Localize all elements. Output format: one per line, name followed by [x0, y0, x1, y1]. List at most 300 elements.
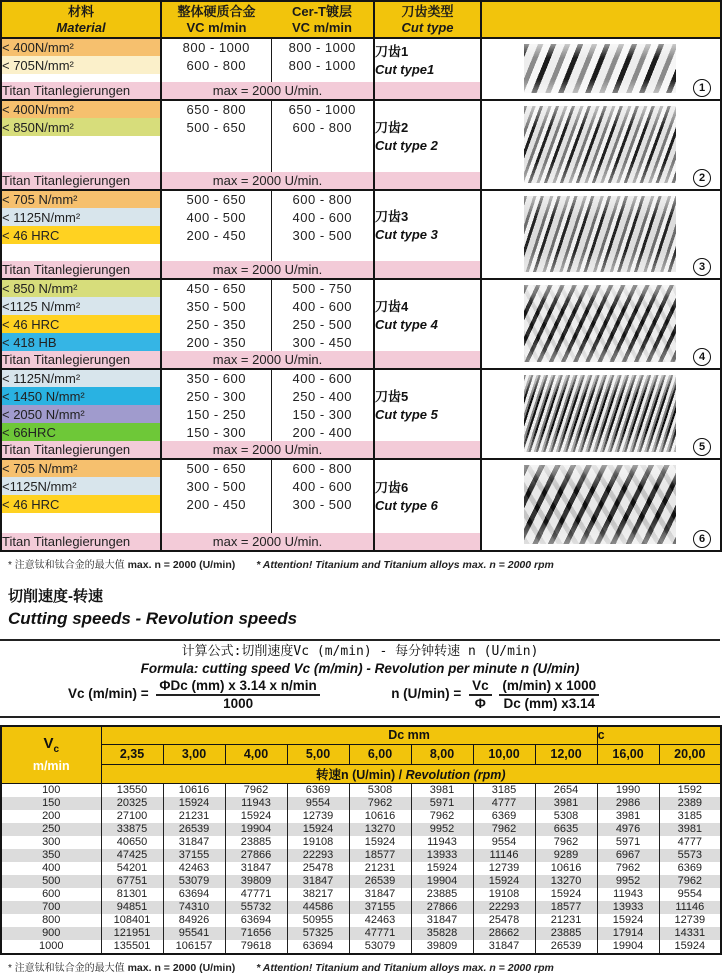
- rpm-value: 108401: [101, 914, 163, 927]
- rpm-value: 12739: [287, 810, 349, 823]
- rpm-value: 95541: [163, 927, 225, 940]
- rpm-value: 11943: [225, 797, 287, 810]
- speed-row: [1, 914, 721, 927]
- rpm-value: 12739: [659, 914, 721, 927]
- section-title-zh: 切削速度-转速: [8, 588, 103, 605]
- cut-type-cell: [374, 459, 481, 533]
- titan-max-rpm: max = 2000 U/min.: [161, 441, 374, 459]
- rpm-value: 47425: [101, 849, 163, 862]
- cut-type-zh: 刀齿4: [375, 298, 409, 314]
- footnote-en: * Attention! Titanium and Titanium alloys max. n = 2000 rpm: [256, 559, 554, 571]
- vc-value: 250: [1, 823, 101, 836]
- rpm-value: 63694: [225, 914, 287, 927]
- cuttype-header-zh: 刀齿类型: [401, 4, 454, 19]
- rpm-value: 17914: [597, 927, 659, 940]
- speed-row: [1, 823, 721, 836]
- rpm-value: 26539: [163, 823, 225, 836]
- cuttype-header: [374, 1, 481, 38]
- cut-type-6-badge: 6: [693, 530, 711, 548]
- cut-type-zh: 刀齿1: [375, 43, 409, 59]
- rpm-value: 81301: [101, 888, 163, 901]
- burr-image-cell: [481, 38, 721, 100]
- titan-label: Titan Titanlegierungen: [1, 82, 161, 100]
- rpm-value: 2389: [659, 797, 721, 810]
- rpm-value: 39809: [225, 875, 287, 888]
- speed-row: [1, 810, 721, 823]
- rpm-value: 12739: [473, 862, 535, 875]
- formula-n: [331, 678, 720, 711]
- rpm-value: 39809: [411, 940, 473, 954]
- vc-coating-cell: 150 - 300: [271, 405, 374, 423]
- rpm-value: 63694: [163, 888, 225, 901]
- carbide-header-en: VC m/min: [186, 20, 247, 35]
- material-cell: < 850N/mm²: [1, 118, 161, 136]
- cut-type-cell: [374, 100, 481, 172]
- rpm-value: 20325: [101, 797, 163, 810]
- coating-header: [271, 1, 374, 38]
- rpm-value: 47771: [225, 888, 287, 901]
- vc-coating-cell: 600 - 800: [271, 190, 374, 208]
- footnote-zh: * 注意钛和钛合金的最大值: [8, 962, 125, 974]
- rpm-value: 10616: [349, 810, 411, 823]
- cut-type-en: Cut type 2: [375, 137, 438, 153]
- rpm-value: 23885: [411, 888, 473, 901]
- burr-photo-cut-4: [524, 285, 676, 362]
- rpm-value: 9952: [411, 823, 473, 836]
- vc-coating-cell: 300 - 500: [271, 226, 374, 244]
- material-cell: < 46 HRC: [1, 315, 161, 333]
- rpm-value: 31847: [225, 862, 287, 875]
- titan-label: Titan Titanlegierungen: [1, 533, 161, 551]
- rpm-value: 42463: [163, 862, 225, 875]
- diameter-header-row: [1, 744, 721, 764]
- material-header-en: Material: [56, 20, 106, 35]
- vc-carbide-cell: 500 - 650: [161, 118, 271, 136]
- rpm-value: 79618: [225, 940, 287, 954]
- rpm-value: 26539: [349, 875, 411, 888]
- cut-type-5-badge: 5: [693, 438, 711, 456]
- material-cell: < 705N/mm²: [1, 56, 161, 74]
- rpm-value: 9554: [473, 836, 535, 849]
- rpm-value: 3981: [535, 797, 597, 810]
- vc-value: 600: [1, 888, 101, 901]
- vc-carbide-cell: 500 - 650: [161, 459, 271, 477]
- vc-carbide-cell: 350 - 600: [161, 369, 271, 387]
- formula-n-fraction-2: $\frac{(m/\min) x 1000}{Dc (mm) x3.14}$: [499, 678, 599, 711]
- cut-type-zh: 刀齿6: [375, 479, 409, 495]
- coating-header-en: VC m/min: [292, 20, 352, 35]
- rpm-value: 47771: [349, 927, 411, 940]
- formula-box: [0, 639, 720, 718]
- material-header-zh: 材料: [67, 4, 94, 19]
- material-cell: < 418 HB: [1, 333, 161, 351]
- cut-type-4-badge: 4: [693, 348, 711, 366]
- titan-max-rpm: max = 2000 U/min.: [161, 172, 374, 190]
- rpm-value: 31847: [287, 875, 349, 888]
- rpm-value: 19904: [225, 823, 287, 836]
- cuttype-header-en: Cut type: [401, 20, 454, 35]
- vc-carbide-cell: 200 - 450: [161, 495, 271, 513]
- rpm-value: 7962: [659, 875, 721, 888]
- burr-photo-cut-3: [524, 196, 676, 272]
- rpm-value: 37155: [349, 901, 411, 914]
- diameter-header: 3,00: [163, 744, 225, 764]
- rpm-value: 9952: [597, 875, 659, 888]
- vc-carbide-cell: 600 - 800: [161, 56, 271, 74]
- titan-max-rpm: max = 2000 U/min.: [161, 82, 374, 100]
- rpm-value: 84926: [163, 914, 225, 927]
- titan-label: Titan Titanlegierungen: [1, 172, 161, 190]
- rpm-value: 18577: [535, 901, 597, 914]
- material-cell: < 705 N/mm²: [1, 459, 161, 477]
- diameter-header: 20,00: [659, 744, 721, 764]
- rpm-value: 9554: [659, 888, 721, 901]
- rpm-value: 35828: [411, 927, 473, 940]
- rpm-value: 26539: [535, 940, 597, 954]
- rpm-value: 71656: [225, 927, 287, 940]
- cut-type-3-badge: 3: [693, 258, 711, 276]
- rpm-value: 40650: [101, 836, 163, 849]
- rpm-value: 7962: [225, 783, 287, 797]
- rpm-value: 27866: [411, 901, 473, 914]
- vc-coating-cell: 400 - 600: [271, 208, 374, 226]
- rpm-value: 5308: [349, 783, 411, 797]
- rpm-value: 5971: [597, 836, 659, 849]
- rpm-value: 21231: [349, 862, 411, 875]
- vc-carbide-cell: 800 - 1000: [161, 38, 271, 56]
- vc-value: 800: [1, 914, 101, 927]
- cut-type-cell: [374, 38, 481, 82]
- rpm-value: 13550: [101, 783, 163, 797]
- vc-value: 100: [1, 783, 101, 797]
- revolution-header: 转速n (U/min) / Revolution (rpm): [101, 764, 721, 783]
- vc-coating-cell: 400 - 600: [271, 297, 374, 315]
- rpm-value: 5308: [535, 810, 597, 823]
- vc-carbide-cell: 250 - 300: [161, 387, 271, 405]
- formula-n-fraction-1: $\frac{Vc}{\Phi}$: [469, 678, 492, 711]
- rpm-value: 38217: [287, 888, 349, 901]
- formula-vc-lhs: Vc (m/min) =: [68, 686, 149, 702]
- rpm-value: 5573: [659, 849, 721, 862]
- vc-value: 1000: [1, 940, 101, 954]
- speed-table-body: [1, 783, 721, 954]
- vc-coating-cell: 400 - 600: [271, 477, 374, 495]
- titan-max-rpm: max = 2000 U/min.: [161, 351, 374, 369]
- cut-type-cell: [374, 279, 481, 351]
- material-cell: < 705 N/mm²: [1, 190, 161, 208]
- diameter-header: 10,00: [473, 744, 535, 764]
- vc-value: 500: [1, 875, 101, 888]
- rpm-value: 53079: [163, 875, 225, 888]
- vc-coating-cell: 650 - 1000: [271, 100, 374, 118]
- cut-type-1-badge: 1: [693, 79, 711, 97]
- burr-image-cell: [481, 100, 721, 190]
- rpm-value: 19904: [597, 940, 659, 954]
- speed-row: [1, 927, 721, 940]
- diameter-header: 6,00: [349, 744, 411, 764]
- rpm-value: 19904: [411, 875, 473, 888]
- rpm-value: 53079: [349, 940, 411, 954]
- rpm-value: 13270: [535, 875, 597, 888]
- rpm-value: 6967: [597, 849, 659, 862]
- titan-label: Titan Titanlegierungen: [1, 261, 161, 279]
- vc-coating-cell: 400 - 600: [271, 369, 374, 387]
- burr-photo-cut-1: [524, 44, 676, 93]
- vc-column-header: $V_c$ m/min: [1, 726, 101, 783]
- rpm-value: 7962: [473, 823, 535, 836]
- vc-coating-cell: 250 - 400: [271, 387, 374, 405]
- vc-carbide-cell: 500 - 650: [161, 190, 271, 208]
- titanium-footnote-top: [0, 552, 720, 571]
- speed-row: [1, 836, 721, 849]
- cut-type-en: Cut type1: [375, 61, 435, 77]
- cut-type-zh: 刀齿5: [375, 388, 409, 404]
- carbide-header-zh: 整体硬质合金: [177, 4, 256, 19]
- rpm-value: 106157: [163, 940, 225, 954]
- rpm-value: 23885: [535, 927, 597, 940]
- cut-type-en: Cut type 4: [375, 316, 438, 332]
- titan-max-rpm: max = 2000 U/min.: [161, 533, 374, 551]
- rpm-value: 3185: [659, 810, 721, 823]
- rpm-value: 19108: [473, 888, 535, 901]
- rpm-value: 11146: [473, 849, 535, 862]
- rpm-value: 7962: [349, 797, 411, 810]
- rpm-value: 27100: [101, 810, 163, 823]
- rpm-value: 6369: [659, 862, 721, 875]
- formula-vc: [0, 678, 331, 711]
- rpm-value: 15924: [163, 797, 225, 810]
- rpm-value: 22293: [473, 901, 535, 914]
- vc-coating-cell: 300 - 450: [271, 333, 374, 351]
- rpm-value: 67751: [101, 875, 163, 888]
- burr-image-cell: [481, 279, 721, 369]
- titan-max-rpm: max = 2000 U/min.: [161, 261, 374, 279]
- rpm-value: 135501: [101, 940, 163, 954]
- cut-type-en: Cut type 5: [375, 406, 438, 422]
- material-cell: < 1125N/mm²: [1, 208, 161, 226]
- diameter-header: 5,00: [287, 744, 349, 764]
- titanium-footnote-bottom: [0, 955, 720, 974]
- rpm-value: 4777: [473, 797, 535, 810]
- rpm-value: 18577: [349, 849, 411, 862]
- rpm-value: 9289: [535, 849, 597, 862]
- rpm-value: 5971: [411, 797, 473, 810]
- rpm-value: 9554: [287, 797, 349, 810]
- rpm-value: 7962: [411, 810, 473, 823]
- rpm-value: 21231: [535, 914, 597, 927]
- burr-photo-cut-5: [524, 375, 676, 452]
- vc-carbide-cell: 200 - 450: [161, 226, 271, 244]
- rpm-value: 3981: [659, 823, 721, 836]
- speed-row: [1, 901, 721, 914]
- vc-coating-cell: 200 - 400: [271, 423, 374, 441]
- coating-header-zh: Cer-T镀层: [292, 4, 352, 19]
- rpm-value: 2654: [535, 783, 597, 797]
- rpm-value: 15924: [659, 940, 721, 954]
- rpm-value: 31847: [473, 940, 535, 954]
- material-cell: <1125N/mm²: [1, 477, 161, 495]
- cut-type-en: Cut type 3: [375, 227, 438, 242]
- speed-row: [1, 783, 721, 797]
- speed-row: [1, 888, 721, 901]
- material-cell: < 850 N/mm²: [1, 279, 161, 297]
- vc-coating-cell: 250 - 500: [271, 315, 374, 333]
- rpm-value: 15924: [473, 875, 535, 888]
- rpm-value: 10616: [163, 783, 225, 797]
- rpm-value: 6635: [535, 823, 597, 836]
- rpm-value: 15924: [349, 836, 411, 849]
- material-header: [1, 1, 161, 38]
- c-header: c: [597, 726, 721, 744]
- speed-row: [1, 797, 721, 810]
- vc-coating-cell: 300 - 500: [271, 495, 374, 513]
- material-cell: < 2050 N/mm²: [1, 405, 161, 423]
- cut-type-cell: [374, 369, 481, 441]
- dc-mm-header: Dc mm: [101, 726, 597, 744]
- vc-carbide-cell: 250 - 350: [161, 315, 271, 333]
- rpm-value: 28662: [473, 927, 535, 940]
- rpm-value: 74310: [163, 901, 225, 914]
- rpm-value: 25478: [287, 862, 349, 875]
- rpm-value: 50955: [287, 914, 349, 927]
- vc-carbide-cell: 350 - 500: [161, 297, 271, 315]
- vc-coating-cell: 600 - 800: [271, 459, 374, 477]
- vc-value: 700: [1, 901, 101, 914]
- rpm-value: 6369: [287, 783, 349, 797]
- rpm-value: 22293: [287, 849, 349, 862]
- rpm-value: 14331: [659, 927, 721, 940]
- rpm-value: 19108: [287, 836, 349, 849]
- vc-carbide-cell: 300 - 500: [161, 477, 271, 495]
- burr-image-cell: [481, 190, 721, 279]
- vc-value: 150: [1, 797, 101, 810]
- material-cell: < 400N/mm²: [1, 38, 161, 56]
- section-title-en: Cutting speeds - Revolution speeds: [8, 609, 298, 628]
- formula-vc-fraction: $\frac{\text{ΦDc (mm) x 3.14 x n/min}}{1000}$: [156, 678, 319, 711]
- rpm-value: 11146: [659, 901, 721, 914]
- rpm-value: 27866: [225, 849, 287, 862]
- rpm-value: 15924: [287, 823, 349, 836]
- rpm-value: 44586: [287, 901, 349, 914]
- rpm-value: 23885: [225, 836, 287, 849]
- rpm-value: 94851: [101, 901, 163, 914]
- rpm-value: 13933: [597, 901, 659, 914]
- carbide-header: [161, 1, 271, 38]
- material-cell: < 400N/mm²: [1, 100, 161, 118]
- material-cell: < 1450 N/mm²: [1, 387, 161, 405]
- cut-type-zh: 刀齿3: [375, 209, 409, 224]
- speed-row: [1, 940, 721, 954]
- diameter-header: 4,00: [225, 744, 287, 764]
- rpm-value: 1990: [597, 783, 659, 797]
- rpm-value: 63694: [287, 940, 349, 954]
- footnote-zh: * 注意钛和钛合金的最大值: [8, 560, 125, 571]
- rpm-value: 3981: [411, 783, 473, 797]
- footnote-en: * Attention! Titanium and Titanium alloys max. n = 2000 rpm: [256, 961, 554, 974]
- formula-n-lhs: n (U/min) =: [391, 686, 462, 702]
- vc-value: 350: [1, 849, 101, 862]
- vc-coating-cell: 600 - 800: [271, 118, 374, 136]
- rpm-value: 11943: [411, 836, 473, 849]
- rpm-value: 25478: [473, 914, 535, 927]
- rpm-value: 7962: [535, 836, 597, 849]
- rpm-value: 13933: [411, 849, 473, 862]
- material-cell: < 1125N/mm²: [1, 369, 161, 387]
- speed-row: [1, 862, 721, 875]
- rpm-value: 31847: [349, 888, 411, 901]
- rpm-value: 3981: [597, 810, 659, 823]
- rpm-value: 121951: [101, 927, 163, 940]
- vc-carbide-cell: 400 - 500: [161, 208, 271, 226]
- material-cell: < 46 HRC: [1, 495, 161, 513]
- rpm-value: 54201: [101, 862, 163, 875]
- vc-carbide-cell: 650 - 800: [161, 100, 271, 118]
- rpm-value: 4976: [597, 823, 659, 836]
- rpm-value: 42463: [349, 914, 411, 927]
- titan-label: Titan Titanlegierungen: [1, 351, 161, 369]
- vc-value: 900: [1, 927, 101, 940]
- rpm-value: 31847: [411, 914, 473, 927]
- footnote-zh-bold: max. n = 2000 (U/min): [127, 961, 236, 974]
- diameter-header: 16,00: [597, 744, 659, 764]
- burr-photo-cut-6: [524, 465, 676, 544]
- rpm-value: 55732: [225, 901, 287, 914]
- section-title: [8, 587, 720, 631]
- rpm-value: 57325: [287, 927, 349, 940]
- cut-type-2-badge: 2: [693, 169, 711, 187]
- burr-image-cell: [481, 459, 721, 551]
- rpm-value: 15924: [597, 914, 659, 927]
- rpm-value: 33875: [101, 823, 163, 836]
- rpm-value: 15924: [535, 888, 597, 901]
- diameter-header: 12,00: [535, 744, 597, 764]
- formula-line-zh: 计算公式:切削速度Vc (m/min) - 每分钟转速 n (U/min): [181, 644, 539, 659]
- image-header: [481, 1, 721, 38]
- rpm-value: 6369: [473, 810, 535, 823]
- vc-coating-cell: 800 - 1000: [271, 38, 374, 56]
- vc-value: 200: [1, 810, 101, 823]
- vc-carbide-cell: 150 - 250: [161, 405, 271, 423]
- rpm-value: 11943: [597, 888, 659, 901]
- material-cell: <1125 N/mm²: [1, 297, 161, 315]
- rpm-value: 37155: [163, 849, 225, 862]
- rpm-value: 7962: [597, 862, 659, 875]
- vc-coating-cell: 500 - 750: [271, 279, 374, 297]
- speed-row: [1, 849, 721, 862]
- cut-type-cell: [374, 190, 481, 261]
- footnote-zh-bold: max. n = 2000 (U/min): [127, 559, 236, 571]
- rpm-value: 4777: [659, 836, 721, 849]
- vc-carbide-cell: 200 - 350: [161, 333, 271, 351]
- rpm-value: 10616: [535, 862, 597, 875]
- vc-value: 300: [1, 836, 101, 849]
- rpm-value: 2986: [597, 797, 659, 810]
- vc-coating-cell: 800 - 1000: [271, 56, 374, 74]
- rpm-value: 15924: [411, 862, 473, 875]
- revolution-speed-table: [0, 725, 722, 955]
- diameter-header: 8,00: [411, 744, 473, 764]
- material-cell: < 66HRC: [1, 423, 161, 441]
- rpm-value: 31847: [163, 836, 225, 849]
- vc-carbide-cell: 150 - 300: [161, 423, 271, 441]
- rpm-value: 1592: [659, 783, 721, 797]
- vc-value: 400: [1, 862, 101, 875]
- burr-image-cell: [481, 369, 721, 459]
- formula-line-en: Formula: cutting speed Vc (m/min) - Revolution per minute n (U/min): [140, 661, 580, 676]
- cut-type-zh: 刀齿2: [375, 119, 409, 135]
- cut-type-en: Cut type 6: [375, 497, 438, 513]
- rpm-value: 3185: [473, 783, 535, 797]
